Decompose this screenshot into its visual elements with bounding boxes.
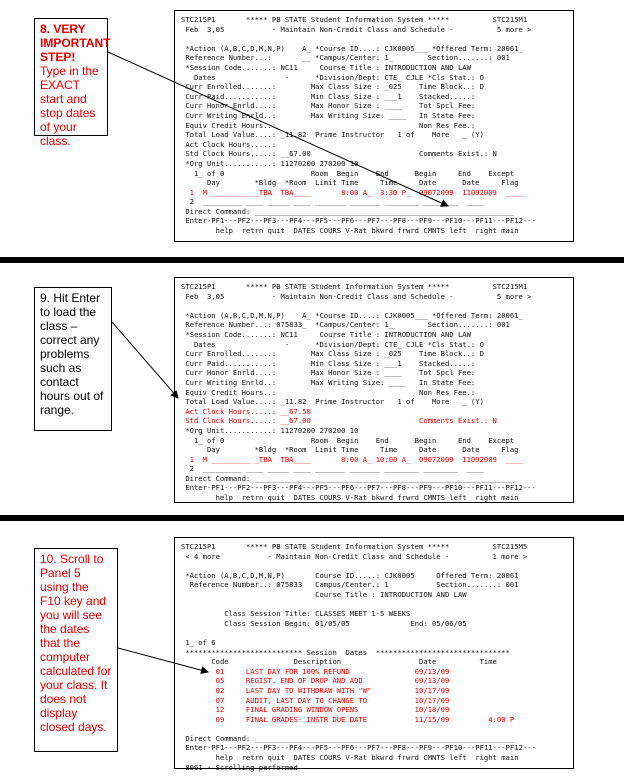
screen3-line: Code Description Date Time (181, 657, 497, 667)
screen1-line: *Action (A,B,C,D,M,N,P) A_ *Course ID....: CJK0005___ *Offered Term: 20061_ (181, 43, 523, 53)
screen3-line: Course Title : INTRODUCTION AND LAW (181, 589, 467, 599)
screen1-line: Curr Writing Enrld..: Max Writing Size: ____ In State Fee: (181, 110, 476, 120)
screen2-line: Total Load Value....: _11.82 Prime Instructor 1 of More _ (Y) (181, 397, 484, 407)
step9-text: 9. Hit Enter to load the class – correct any problems such as contact hours out of range. (40, 291, 104, 417)
screen1-line: Curr Honor Enrld....: Max Honor Size : ____ Tot Spcl Fee: (181, 101, 476, 111)
screen3-line: Enter-PF1---PF2---PF3---PF4---PF5---PF6---PF7---PF8---PF9---PF10---PF11---PF12--- (181, 743, 536, 753)
screen2-line: Curr Honor Enrld....: Max Honor Size : ____ Tot Spcl Fee: (181, 368, 476, 378)
screen2-line: Equiv Credit Hours..: Non Res Fee.: (181, 387, 476, 397)
screen3-line: Direct Command: ____________________________________________________________ (181, 733, 515, 743)
screen3-line: 12 FINAL GRADING WINDOW OPENS 10/18/09 (181, 705, 450, 715)
screen2-line: *Action (A,B,C,D,M,N,P) A_ *Course ID....: CJK0005___ *Offered Term: 20061_ (181, 310, 523, 320)
screen3-line: Reference Number..: 075833 Campus/Center.: 1 Section.......: 001 (181, 580, 519, 590)
screen2-line: Curr Paid...........: Min Class Size : ___1 Stacked.....: (181, 358, 476, 368)
screen1-line: Curr Enrolled.......: Max Class Size : _025 Time Block..: D (181, 82, 484, 92)
screen2-line: Day *Bldg *Room Limit Time Time Date Date Flag (181, 445, 519, 455)
screen3-line: 09 FINAL GRADES- INSTR DUE DATE 11/15/09 4:00 P (181, 714, 515, 724)
screen1-line: Reference Number...: __ *Campus/Center: 1_ Section.......: 001 (181, 53, 510, 63)
screen3-line: < 4 more - Maintain Non-Credit Class and Schedule - 1 more > (181, 551, 528, 561)
screen1-line: 2 _________ ____ _____ ____ _______ _______ ________ ________ ____ (181, 197, 484, 207)
screen3-line: Class Session Begin: 01/05/05 End: 05/06/05 (181, 618, 467, 628)
screen2-line: help retrn quit DATES COURS V-Rat bkwrd frwrd CMNTS left right main (181, 493, 519, 503)
screen1-line: Total Load Value....: _11.82 Prime Instructor 1 of More _ (Y) (181, 130, 484, 140)
screen1-line: Std Clock Hours.....: __67.00 Comments Exist.: N (181, 149, 497, 159)
screen3-line: *************************** Session Dates ******************************* (181, 647, 510, 657)
screen2-line: *Session Code.......: NC11 Course Title : INTRODUCTION AND LAW (181, 329, 471, 339)
screen1-line: 1_ of 0 Room Begin End Begin End Except (181, 168, 515, 178)
screen1-line: *Session Code.......: NC11 Course Title : INTRODUCTION AND LAW (181, 62, 471, 72)
screen3-line: 01 LAST DAY FOR 100% REFUND 09/13/09 (181, 666, 450, 676)
screen1-line: Day *Bldg *Room Limit Time Time Date Date Flag (181, 178, 519, 188)
screen2-line: STC215P1 ***** PB STATE Student Information System ***** STC215M1 (181, 282, 528, 291)
screen3-line: STC215P1 ***** PB STATE Student Information System ***** STC215M5 (181, 542, 528, 551)
screen2-line: Curr Writing Enrld..: Max Writing Size: ____ In State Fee: (181, 377, 476, 387)
screen1-line: *Org Unit...........: 11270200 270200 10 (181, 158, 359, 168)
screen2-line: Enter-PF1---PF2---PF3---PF4---PF5---PF6---PF7---PF8---PF9---PF10---PF11---PF12--- (181, 483, 536, 493)
screen2-line: Reference Number...: 075833_ *Campus/Center: 1_ Section.......: 001 (181, 320, 510, 330)
screen3-line: 07 AUDIT, LAST DAY TO CHANGE TO 10/17/09 (181, 695, 450, 705)
screen1-line: help retrn quit DATES COURS V-Rat bkwrd frwrd CMNTS left right main (181, 226, 519, 236)
screen3-line: Class Session Title: CLASSES MEET 1-5 WEEKS (181, 609, 411, 619)
screen1-line: Curr Paid...........: Min Class Size : ___1 Stacked.....: (181, 91, 476, 101)
screen1-line: Enter-PF1---PF2---PF3---PF4---PF5---PF6---PF7---PF8---PF9---PF10---PF11---PF12--- (181, 216, 536, 226)
step8-title: VERY IMPORTANT STEP! (40, 22, 111, 64)
screen1-line: 1 M _________ _TBA TBA____ 8:00 A_ 3:30 P_ 09072009 11092009 ____ (181, 187, 523, 197)
screen1-line: STC215P1 ***** PB STATE Student Information System ***** STC215M1 (181, 15, 528, 24)
screen2-line: 1 M _________ _TBA TBA____ 8:00 A_ 10:00 A_ 09072009 11092009 ____ (181, 454, 523, 464)
screen3-line: 05 REGIST. END OF DROP AND ADD 09/13/09 (181, 676, 450, 686)
screen2-line: Feb 3,05 - Maintain Non-Credit Class and Schedule - 5 more > (181, 291, 532, 301)
screen3-line: 8061 - Scrolling performed (181, 762, 298, 772)
screen2-line: Act Clock Hours.....: __67.50 (181, 406, 311, 416)
step9-arrow (112, 322, 178, 398)
screen2-line: Curr Enrolled.......: Max Class Size : _025 Time Block..: D (181, 349, 484, 359)
screen2-line: Std Clock Hours.....: __67.00 Comments Exist.: N (181, 416, 497, 426)
step8-body: Type in the EXACT start and stop dates of your class. (40, 64, 99, 148)
step8-number: 8. (40, 22, 51, 36)
screen2-line: Direct Command: ____________________________________________________________ (181, 473, 515, 483)
screen1-line: Feb 3,05 - Maintain Non-Credit Class and Schedule - 5 more > (181, 24, 532, 34)
screen2-line: 2 _________ ____ _____ ____ _______ _______ ________ ________ ____ (181, 464, 484, 474)
screen3-line: 02 LAST DAY TO WITHDRAW WITH "W" 10/17/09 (181, 685, 450, 695)
screen3-line: help retrn quit DATES COURS V-Rat bkwrd frwrd CMNTS left right main (181, 753, 519, 763)
screen3-line: *Action (A,B,C,D,M,N,P) Course ID.....: CJK0005 Offered Term: 20061 (181, 570, 519, 580)
screen1-line: Equiv Credit Hours..: Non Res Fee.: (181, 120, 476, 130)
step10-text: 10. Scroll to Panel 5 using the F10 key and you will see the dates that the computer calculated for your class. It does not display closed days. (40, 552, 112, 734)
screen1-line: Direct Command: ____________________________________________________________ (181, 206, 515, 216)
step10-arrow (118, 648, 208, 672)
step8-arrow (108, 52, 448, 206)
screen1-line: Dates - *Division/Dept: CTE_ CJLE *Cls Stat.: O (181, 72, 484, 82)
screen1-line: Act Clock Hours.....: (181, 139, 277, 149)
screen2-line: Dates - *Division/Dept: CTE_ CJLE *Cls Stat.: O (181, 339, 484, 349)
screen3-line: 1_ of 6 (181, 637, 216, 647)
screen2-line: 1_ of 0 Room Begin End Begin End Except (181, 435, 515, 445)
screen2-line: *Org Unit...........: 11270200 270200 10 (181, 425, 359, 435)
